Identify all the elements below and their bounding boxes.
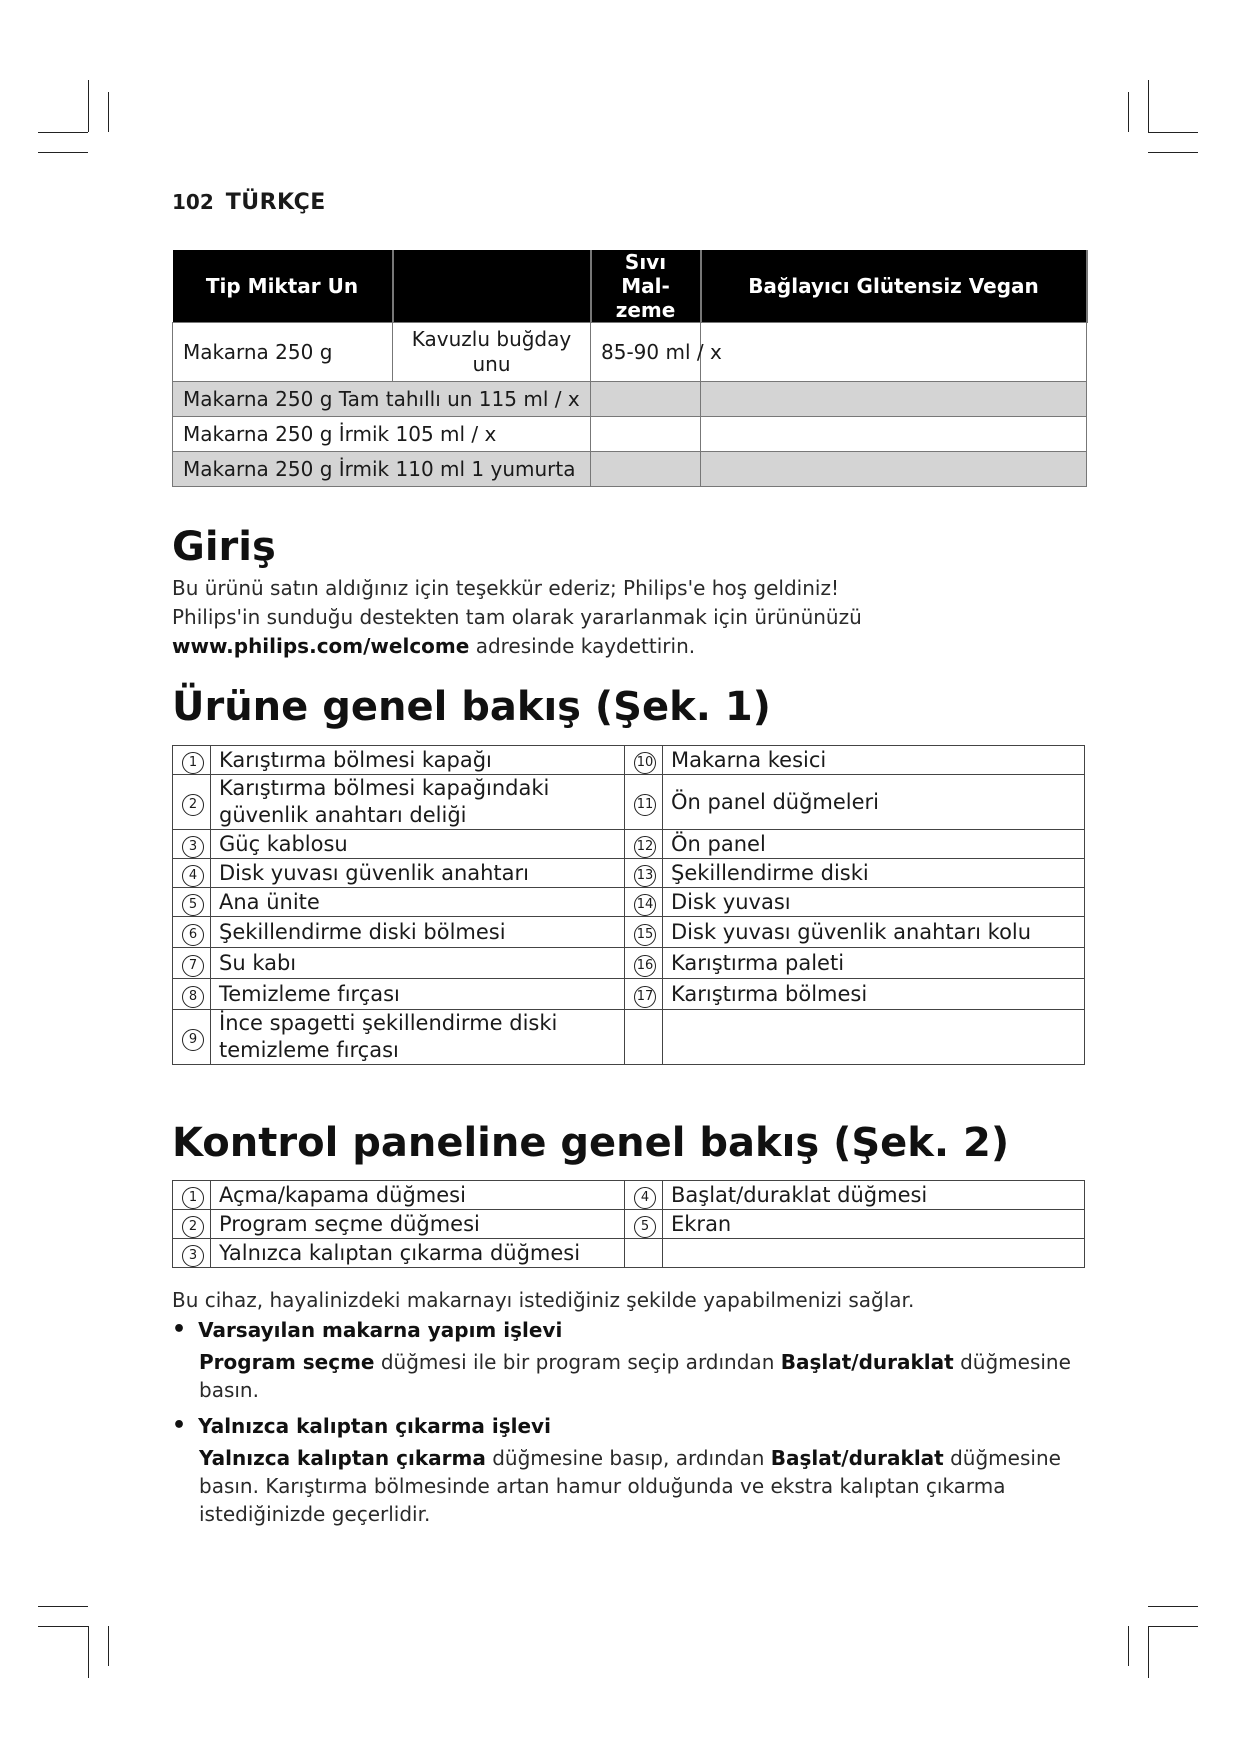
item-label: Makarna kesici — [663, 746, 1085, 775]
table-header-row — [173, 250, 1087, 323]
number-cell — [625, 746, 663, 775]
crop-mark — [38, 152, 88, 153]
function-title: Yalnızca kalıptan çıkarma işlevi — [198, 1414, 551, 1438]
crop-mark — [1148, 132, 1198, 133]
item-label: Karıştırma bölmesi kapağı — [211, 746, 625, 775]
ingredients-table — [172, 250, 1088, 487]
crop-mark — [88, 80, 89, 132]
item-number-icon: 5 — [634, 1216, 656, 1238]
number-cell — [173, 1181, 211, 1210]
item-number-icon: 4 — [634, 1187, 656, 1209]
product-overview-table — [172, 745, 1085, 1065]
item-label: Güç kablosu — [211, 830, 625, 859]
item-number-icon: 12 — [634, 836, 656, 858]
item-number-icon: 13 — [634, 865, 656, 887]
item-label: Disk yuvası güvenlik anahtarı — [211, 859, 625, 888]
item-label: Program seçme düğmesi — [211, 1210, 625, 1239]
intro-paragraph — [172, 574, 862, 661]
item-label: Ön panel — [663, 830, 1085, 859]
item-label: Karıştırma paleti — [663, 948, 1085, 979]
number-cell — [173, 775, 211, 830]
crop-mark — [88, 1626, 89, 1678]
crop-mark — [38, 132, 88, 133]
number-cell — [173, 746, 211, 775]
section-title-control-overview: Kontrol paneline genel bakış (Şek. 2) — [172, 1120, 1010, 1166]
number-cell — [625, 775, 663, 830]
number-cell — [625, 888, 663, 917]
table-cell — [591, 417, 701, 452]
item-label: Şekillendirme diski — [663, 859, 1085, 888]
item-label: Ön panel düğmeleri — [663, 775, 1085, 830]
description-text: düğmesine basın. — [199, 1350, 1071, 1402]
item-label: Ekran — [663, 1210, 1085, 1239]
section-title-intro: Giriş — [172, 524, 276, 570]
item-label: Karıştırma bölmesi kapağındaki güvenlik anahtarı deliği — [211, 775, 625, 830]
table-row — [173, 859, 1085, 888]
table-cell — [701, 417, 1087, 452]
crop-mark — [1128, 92, 1129, 132]
item-number-icon: 3 — [182, 1245, 204, 1267]
functions-intro: Bu cihaz, hayalinizdeki makarnayı istediğiniz şekilde yapabilmenizi sağlar. — [172, 1288, 915, 1312]
item-number-icon: 2 — [182, 794, 204, 816]
crop-mark — [1128, 1626, 1129, 1666]
item-number-icon: 7 — [182, 955, 204, 977]
list-item — [172, 1316, 1092, 1344]
item-number-icon: 11 — [634, 794, 656, 816]
item-label: Disk yuvası güvenlik anahtarı kolu — [663, 917, 1085, 948]
number-cell — [173, 917, 211, 948]
item-label: Karıştırma bölmesi — [663, 979, 1085, 1010]
language-label: TÜRKÇE — [225, 190, 326, 215]
table-row — [173, 417, 1087, 452]
item-number-icon: 8 — [182, 986, 204, 1008]
table-row — [173, 830, 1085, 859]
number-cell — [625, 1210, 663, 1239]
table-row — [173, 948, 1085, 979]
table-cell: Kavuzlu buğday unu — [393, 323, 591, 382]
item-number-icon: 2 — [182, 1216, 204, 1238]
table-cell — [701, 323, 1087, 382]
item-number-icon: 3 — [182, 836, 204, 858]
column-header: Tip Miktar Un — [173, 250, 393, 323]
bullet-icon: • — [172, 1317, 187, 1342]
item-label: Temizleme fırçası — [211, 979, 625, 1010]
functions-section — [172, 1286, 1092, 1528]
item-label: Ana ünite — [211, 888, 625, 917]
table-cell: 85-90 ml / x — [591, 323, 701, 382]
number-cell — [625, 830, 663, 859]
item-number-icon: 1 — [182, 1187, 204, 1209]
button-name: Başlat/duraklat — [770, 1446, 944, 1470]
table-row — [173, 1210, 1085, 1239]
intro-line: adresinde kaydettirin. — [475, 634, 696, 658]
description-text: düğmesine basın. Karıştırma bölmesinde artan hamur olduğunda ve ekstra kalıptan çıkarma istediğinizde geçerlidir. — [199, 1446, 1061, 1526]
table-cell: Makarna 250 g İrmik 110 ml 1 yumurta — [173, 452, 591, 487]
number-cell — [625, 917, 663, 948]
item-label — [663, 1239, 1085, 1268]
number-cell — [625, 948, 663, 979]
column-header: Bağlayıcı Glütensiz Vegan — [701, 250, 1087, 323]
number-cell — [173, 830, 211, 859]
function-title: Varsayılan makarna yapım işlevi — [198, 1318, 563, 1342]
page-header — [172, 190, 326, 215]
crop-mark — [1148, 1606, 1198, 1607]
item-number-icon: 6 — [182, 924, 204, 946]
table-row — [173, 1181, 1085, 1210]
number-cell — [625, 1181, 663, 1210]
table-row — [173, 1010, 1085, 1065]
number-cell — [173, 1010, 211, 1065]
table-row — [173, 775, 1085, 830]
table-row — [173, 323, 1087, 382]
item-number-icon: 17 — [634, 986, 656, 1008]
number-cell — [173, 979, 211, 1010]
number-cell — [173, 1239, 211, 1268]
table-cell: Makarna 250 g İrmik 105 ml / x — [173, 417, 591, 452]
table-row — [173, 746, 1085, 775]
table-cell — [591, 382, 701, 417]
crop-mark — [108, 1626, 109, 1666]
table-row — [173, 382, 1087, 417]
intro-line: Philips'in sunduğu destekten tam olarak yararlanmak için ürününüzü — [172, 605, 862, 629]
control-overview-table — [172, 1180, 1085, 1268]
crop-mark — [38, 1626, 88, 1627]
button-name: Program seçme — [199, 1350, 375, 1374]
list-item — [172, 1412, 1092, 1440]
welcome-url: www.philips.com/welcome — [172, 634, 470, 658]
crop-mark — [1148, 152, 1198, 153]
item-label: Şekillendirme diski bölmesi — [211, 917, 625, 948]
number-cell — [173, 859, 211, 888]
crop-mark — [1148, 1626, 1149, 1678]
column-header: Sıvı Mal-zeme — [591, 250, 701, 323]
number-cell — [173, 1210, 211, 1239]
function-description — [199, 1444, 1092, 1528]
table-row — [173, 452, 1087, 487]
table-cell: Makarna 250 g Tam tahıllı un 115 ml / x — [173, 382, 591, 417]
section-title-product-overview: Ürüne genel bakış (Şek. 1) — [172, 684, 771, 730]
button-name: Başlat/duraklat — [780, 1350, 954, 1374]
table-cell — [701, 382, 1087, 417]
crop-mark — [1148, 1626, 1198, 1627]
table-cell — [701, 452, 1087, 487]
column-header — [393, 250, 591, 323]
item-label: İnce spagetti şekillendirme diski temizleme fırçası — [211, 1010, 625, 1065]
button-name: Yalnızca kalıptan çıkarma — [199, 1446, 486, 1470]
item-label: Yalnızca kalıptan çıkarma düğmesi — [211, 1239, 625, 1268]
crop-mark — [38, 1606, 88, 1607]
item-label — [663, 1010, 1085, 1065]
item-number-icon: 9 — [182, 1029, 204, 1051]
table-row — [173, 917, 1085, 948]
number-cell — [173, 948, 211, 979]
item-number-icon: 10 — [634, 752, 656, 774]
table-row — [173, 979, 1085, 1010]
table-cell: Makarna 250 g — [173, 323, 393, 382]
item-number-icon: 16 — [634, 955, 656, 977]
item-number-icon: 14 — [634, 894, 656, 916]
number-cell — [625, 859, 663, 888]
item-label: Açma/kapama düğmesi — [211, 1181, 625, 1210]
page-number: 102 — [172, 190, 214, 214]
number-cell — [173, 888, 211, 917]
item-label: Başlat/duraklat düğmesi — [663, 1181, 1085, 1210]
item-label: Su kabı — [211, 948, 625, 979]
crop-mark — [1148, 80, 1149, 132]
crop-mark — [108, 92, 109, 132]
table-row — [173, 888, 1085, 917]
item-number-icon: 4 — [182, 865, 204, 887]
number-cell — [625, 1010, 663, 1065]
table-cell — [591, 452, 701, 487]
item-number-icon: 15 — [634, 924, 656, 946]
number-cell — [625, 979, 663, 1010]
function-description — [199, 1348, 1092, 1404]
bullet-icon: • — [172, 1413, 187, 1438]
intro-line: Bu ürünü satın aldığınız için teşekkür ederiz; Philips'e hoş geldiniz! — [172, 576, 839, 600]
item-label: Disk yuvası — [663, 888, 1085, 917]
description-text: düğmesine basıp, ardından — [492, 1446, 765, 1470]
item-number-icon: 5 — [182, 894, 204, 916]
table-row — [173, 1239, 1085, 1268]
description-text: düğmesi ile bir program seçip ardından — [380, 1350, 775, 1374]
item-number-icon: 1 — [182, 752, 204, 774]
number-cell — [625, 1239, 663, 1268]
